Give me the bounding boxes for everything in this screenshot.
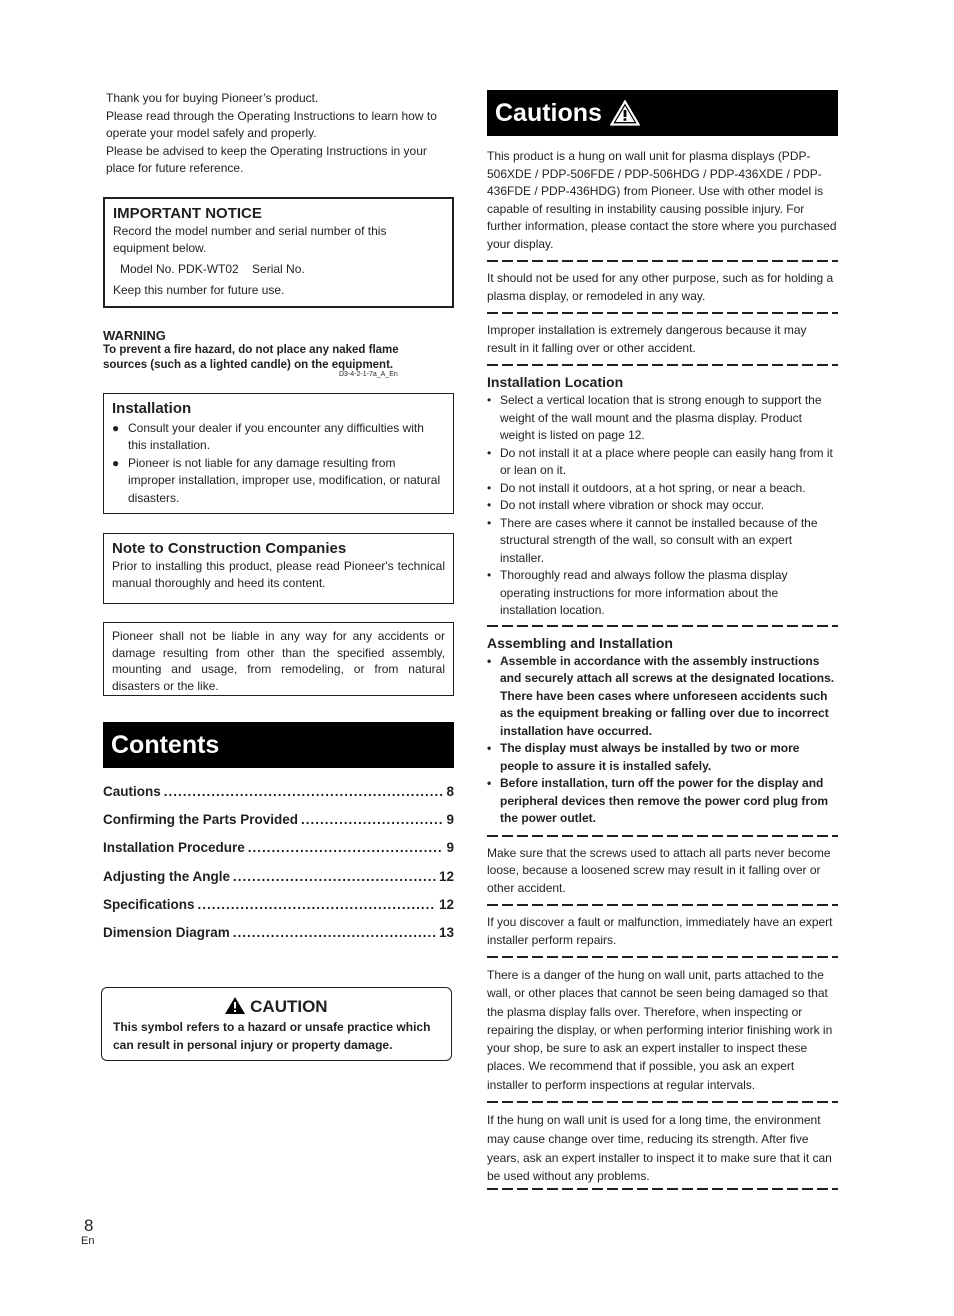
- caution-symbol-box: [101, 987, 452, 1061]
- bullet-icon: ●: [112, 455, 120, 470]
- keep-number-text: Keep this number for future use.: [113, 283, 285, 297]
- construction-note-box: [103, 533, 454, 604]
- list-item-text: Before installation, turn off the power for the display and peripheral devices then remove the power cord plug from the power outlet.: [500, 776, 829, 825]
- toc-page: 12: [438, 896, 454, 912]
- bullet-icon: •: [487, 480, 492, 495]
- cautions-paragraph: It should not be used for any other purpose, such as for holding a plasma display, or remodeled in any way.: [487, 271, 834, 303]
- bullet-icon: •: [487, 498, 492, 512]
- installation-box: [103, 393, 454, 515]
- assembling-section: [487, 635, 838, 828]
- dashed-divider: [487, 260, 838, 262]
- list-item: [487, 392, 838, 445]
- list-item-text: Assemble in accordance with the assembly instructions and securely attach all screws at the designated locations.: [500, 653, 835, 685]
- list-item-text: Pioneer is not liable for any damage resulting from improper installation, improper use, modification, or natural disasters.: [128, 455, 441, 505]
- toc-leader: [233, 919, 436, 947]
- toc-page: 8: [446, 784, 454, 799]
- warning-block: [103, 327, 454, 378]
- cautions-paragraph: Make sure that the screws used to attach all parts never become loose, because a loosened screw may result in it falling over or other accident.: [487, 845, 831, 895]
- bullet-icon: •: [487, 568, 492, 582]
- toc-leader: [301, 806, 443, 834]
- construction-note-text: Prior to installing this product, please read Pioneer's technical manual thoroughly and heed its content.: [112, 559, 445, 590]
- caution-symbol-title: CAUTION: [250, 997, 328, 1016]
- toc-label: Specifications: [103, 896, 195, 912]
- contents-heading: Contents: [103, 722, 454, 768]
- important-notice-title: IMPORTANT NOTICE: [113, 204, 262, 222]
- dashed-divider: [487, 956, 838, 958]
- list-item-text: Consult your dealer if you encounter any difficulties with this installation.: [128, 420, 424, 452]
- liability-box: [103, 622, 454, 696]
- list-item: [112, 420, 445, 455]
- bullet-icon: •: [487, 776, 492, 790]
- bullet-icon: ●: [112, 420, 120, 435]
- intro-text: [106, 90, 454, 178]
- list-item: [487, 480, 838, 498]
- warning-title: WARNING: [103, 327, 166, 343]
- cautions-paragraph: There is a danger of the hung on wall unit, parts attached to the wall, or other places that cannot be seen being damaged so that the plasma display falls over. Therefore, when inspecting or repairing the display, or when performing interior finishing work in your shop, be sure to ask an expert installer to inspect these places. We recommend that if possible, you ask an expert installer to perform inspections at regular intervals.: [487, 968, 833, 1092]
- important-notice-box: [103, 197, 454, 308]
- cautions-paragraph: This product is a hung on wall unit for plasma displays (PDP-506XDE / PDP-506FDE / PDP-506HDG / PDP-436XDE / PDP-436FDE / PDP-436HDG) from Pioneer. Use with other model is capable of resulting in instability causing possible injury. For further information, please contact the store where you purchased your display.: [487, 149, 837, 251]
- dashed-divider: [487, 835, 838, 837]
- toc-page: 9: [446, 840, 454, 856]
- model-number-line: Model No. PDK-WT02 Serial No.: [120, 261, 305, 276]
- page-number: 8: [84, 1216, 94, 1235]
- liability-text: Pioneer shall not be liable in any way for any accidents or damage resulting from other than the specified assembly, mounting and usage, from remodeling, or from natural disasters or the like.: [112, 629, 445, 693]
- dashed-divider: [487, 312, 838, 314]
- dashed-divider: [487, 364, 838, 366]
- bullet-icon: •: [487, 445, 492, 460]
- list-item: [487, 567, 838, 620]
- right-column: [487, 90, 838, 1198]
- toc-row[interactable]: [103, 778, 454, 806]
- toc-label: Confirming the Parts Provided: [103, 812, 299, 828]
- toc-leader: [233, 863, 436, 891]
- assembling-title: Assembling and Installation: [487, 634, 673, 651]
- toc-row[interactable]: [103, 891, 454, 919]
- important-notice-text: Record the model number and serial number of this equipment below.: [113, 223, 387, 255]
- list-item: [487, 515, 838, 568]
- toc-leader: [248, 834, 444, 862]
- list-item-text: Do not install it outdoors, at a hot spring, or near a beach.: [500, 480, 806, 495]
- bullet-icon: •: [487, 741, 492, 755]
- warning-triangle-icon: [610, 100, 640, 126]
- intro-line: Please read through the Operating Instructions to learn how to operate your model safely and properly.: [106, 108, 437, 140]
- list-item: [487, 740, 838, 775]
- installation-location-section: [487, 374, 838, 620]
- toc-page: 9: [446, 812, 454, 828]
- list-item-text: There are cases where it cannot be installed because of the structural strength of the wall, so consult with an expert installer.: [500, 515, 818, 565]
- toc-label: Dimension Diagram: [103, 924, 230, 940]
- cautions-title: Cautions: [495, 99, 602, 127]
- dashed-divider: [487, 625, 838, 627]
- dashed-divider: [487, 1188, 838, 1190]
- intro-line: Please be advised to keep the Operating Instructions in your place for future reference.: [106, 143, 427, 175]
- cautions-paragraph: Improper installation is extremely dangerous because it may result in it falling over or other accident.: [487, 323, 807, 355]
- list-item-text: The display must always be installed by two or more people to assure it is installed safely.: [500, 741, 800, 773]
- toc-page: 13: [438, 924, 454, 940]
- toc-row[interactable]: [103, 806, 454, 834]
- installation-location-title: Installation Location: [487, 374, 624, 390]
- dashed-divider: [487, 1101, 838, 1103]
- table-of-contents: [103, 778, 454, 947]
- toc-row[interactable]: [103, 863, 454, 891]
- toc-leader: [198, 891, 436, 919]
- cautions-paragraph: If you discover a fault or malfunction, immediately have an expert installer perform repairs.: [487, 915, 833, 947]
- caution-symbol-title-row: [102, 997, 451, 1016]
- list-item: [487, 653, 838, 741]
- toc-page: 12: [438, 868, 454, 884]
- dashed-divider: [487, 904, 838, 906]
- caution-symbol-text: This symbol refers to a hazard or unsafe practice which can result in personal injury or property damage.: [113, 1020, 431, 1052]
- list-item-text: Select a vertical location that is strong enough to support the weight of the wall mount and the plasma display. Product weight is listed on page 12.: [500, 393, 822, 442]
- intro-line: Thank you for buying Pioneer’s product.: [106, 91, 319, 105]
- bullet-icon: •: [487, 653, 492, 668]
- list-item: [487, 775, 838, 828]
- construction-note-title: Note to Construction Companies: [112, 540, 347, 557]
- list-item-text: There have been cases where unforeseen accidents such as the equipment breaking or falling over due to incorrect installation have occurred.: [500, 688, 829, 738]
- warning-code: D3-4-2-1-7a_A_En: [339, 370, 398, 378]
- toc-label: Installation Procedure: [103, 840, 245, 856]
- list-item-text: Thoroughly read and always follow the plasma display operating instructions for more information about the installation location.: [500, 568, 788, 617]
- list-item-text: Do not install it at a place where people can easily hang from it or lean on it.: [500, 445, 833, 477]
- cautions-paragraph: If the hung on wall unit is used for a long time, the environment may cause change over time, reducing its strength. After five years, ask an expert installer to inspect it to make sure that it can be used without any problems.: [487, 1113, 832, 1184]
- list-item-text: Do not install where vibration or shock may occur.: [500, 498, 765, 512]
- toc-row[interactable]: [103, 834, 454, 862]
- list-item: [487, 445, 838, 480]
- toc-label: Cautions: [103, 784, 161, 799]
- bullet-icon: •: [487, 393, 492, 407]
- list-item: [487, 497, 838, 515]
- cautions-heading: [487, 90, 838, 136]
- list-item: [112, 455, 445, 508]
- left-column: [103, 90, 454, 1052]
- installation-title: Installation: [112, 399, 192, 417]
- warning-triangle-icon: [225, 997, 245, 1014]
- toc-row[interactable]: [103, 919, 454, 947]
- page-language: En: [81, 1235, 95, 1247]
- warning-text: To prevent a fire hazard, do not place any naked flame sources (such as a lighted candle) on the equipment.: [103, 343, 399, 371]
- toc-label: Adjusting the Angle: [103, 868, 230, 884]
- toc-leader: [164, 778, 444, 806]
- bullet-icon: •: [487, 515, 492, 530]
